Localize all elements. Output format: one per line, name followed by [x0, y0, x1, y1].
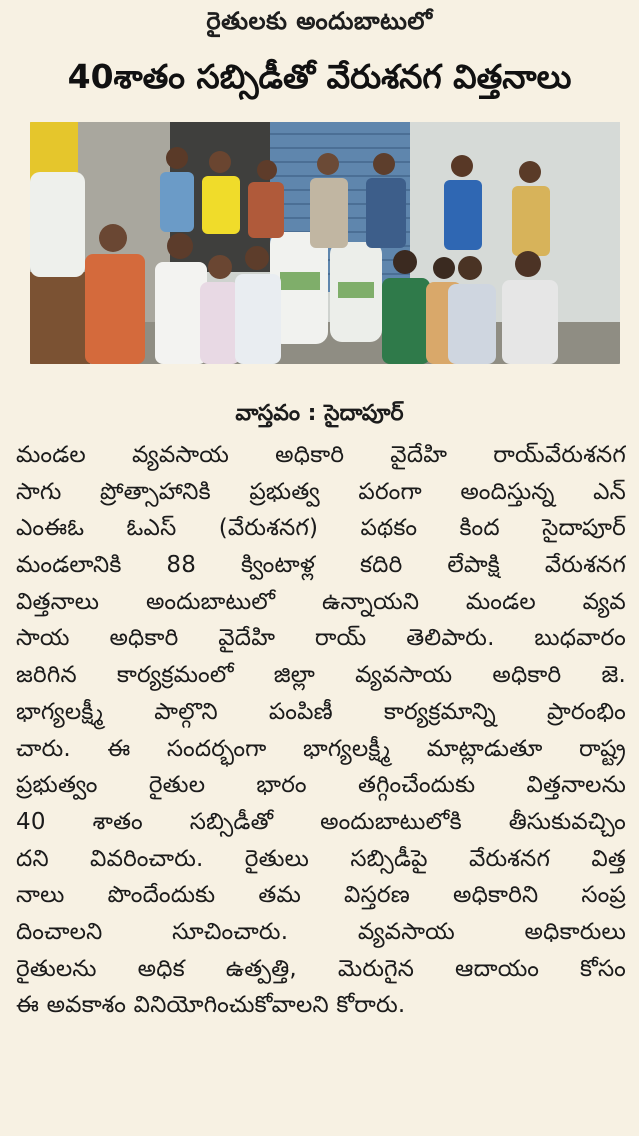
body-line: నాలు పొందేందుకు తమ విస్తరణ అధికారిని సంప్ర [16, 882, 626, 909]
body-line: ప్రభుత్వం రైతుల భారం తగ్గించేందుకు విత్తనాలను [16, 772, 626, 799]
body-line: ఈ అవకాశం వినియోగించుకోవాలని కోరారు. [16, 992, 406, 1019]
article-body [16, 437, 626, 1024]
body-line: మండలానికి 88 క్వింటాళ్ల కదిరి లేపాక్షి వేరుశనగ [16, 552, 626, 579]
body-line: విత్తనాలు అందుబాటులో ఉన్నాయని మండల వ్యవ [16, 588, 626, 615]
body-line: దని వివరించారు. రైతులు సబ్సిడీపై వేరుశనగ విత్త [16, 845, 626, 872]
body-line: ఎంఈఓ ఓఎస్ (వేరుశనగ) పథకం కింద సైదాపూర్ [16, 515, 626, 542]
body-line: మండల వ్యవసాయ అధికారి వైదేహి రాయ్‌వేరుశనగ [16, 442, 626, 468]
body-line: భాగ్యలక్ష్మీ పాల్గొని పంపిణీ కార్యక్రమాన్ని ప్రారంభిం [16, 698, 626, 725]
article-headline: 40శాతం సబ్సిడీతో వేరుశనగ విత్తనాలు [67, 57, 572, 96]
body-line: దించాలని సూచించారు. వ్యవసాయ అధికారులు [16, 918, 626, 945]
body-line: 40 శాతం సబ్సిడీతో అందుబాటులోకి తీసుకువచ్చిం [16, 808, 626, 835]
article-photo [30, 122, 620, 364]
body-line: సాయ అధికారి వైదేహి రాయ్ తెలిపారు. బుధవారం [16, 625, 626, 652]
article-dateline: వాస్తవం : సైదాపూర్ [235, 401, 404, 426]
body-line: రైతులను అధిక ఉత్పత్తి, మెరుగైన ఆదాయం కోసం [16, 955, 626, 982]
body-line: జరిగిన కార్యక్రమంలో జిల్లా వ్యవసాయ అధికారి జె. [16, 662, 626, 689]
article-kicker: రైతులకు అందుబాటులో [206, 7, 433, 35]
body-line: చారు. ఈ సందర్భంగా భాగ్యలక్ష్మీ మాట్లాడుతూ రాష్ట్ర [16, 735, 626, 762]
group-photo-icon [30, 122, 620, 364]
body-line: సాగు ప్రోత్సాహానికి ప్రభుత్వ పరంగా అందిస్తున్న ఎన్ [16, 478, 626, 505]
